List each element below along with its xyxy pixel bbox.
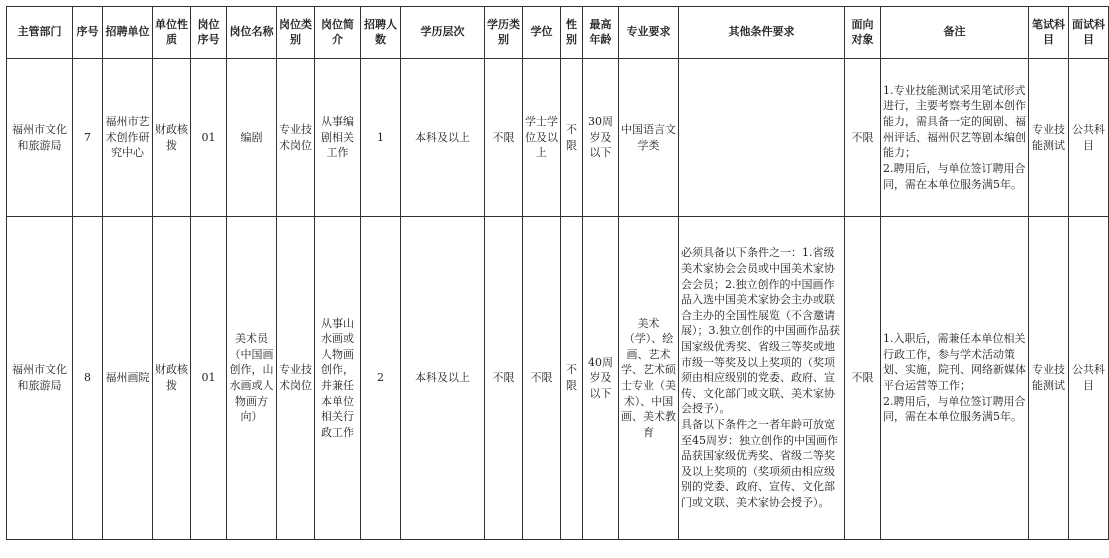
header-post-no: 岗位序号	[191, 7, 227, 59]
cell-post-type: 专业技术岗位	[277, 217, 315, 540]
header-post-type: 岗位类别	[277, 7, 315, 59]
cell-dept: 福州市文化和旅游局	[7, 59, 73, 217]
header-edu-type: 学历类别	[485, 7, 523, 59]
cell-post-no: 01	[191, 217, 227, 540]
cell-gender: 不限	[561, 59, 583, 217]
table-row	[7, 59, 1109, 217]
cell-other	[679, 59, 845, 217]
header-nature: 单位性质	[153, 7, 191, 59]
cell-edu-level: 本科及以上	[401, 59, 485, 217]
header-row	[7, 7, 1109, 59]
cell-target: 不限	[845, 217, 881, 540]
header-interview: 面试科目	[1069, 7, 1109, 59]
cell-remark: 1.专业技能测试采用笔试形式进行，主要考察考生剧本创作能力，需具备一定的闽剧、福州评话、福州伬艺等剧本编创能力； 2.聘用后，与单位签订聘用合同，需在本单位服务满5年。	[881, 59, 1029, 217]
cell-post-intro: 从事编剧相关工作	[315, 59, 361, 217]
header-unit: 招聘单位	[103, 7, 153, 59]
header-dept: 主管部门	[7, 7, 73, 59]
cell-max-age: 30周岁及以下	[583, 59, 619, 217]
cell-gender: 不限	[561, 217, 583, 540]
cell-post-intro: 从事山水画或人物画创作，并兼任本单位相关行政工作	[315, 217, 361, 540]
table-row	[7, 217, 1109, 540]
cell-post-no: 01	[191, 59, 227, 217]
header-post-intro: 岗位简介	[315, 7, 361, 59]
cell-interview: 公共科目	[1069, 217, 1109, 540]
cell-dept: 福州市文化和旅游局	[7, 217, 73, 540]
cell-target: 不限	[845, 59, 881, 217]
cell-post-name: 编剧	[227, 59, 277, 217]
cell-max-age: 40周岁及以下	[583, 217, 619, 540]
header-target: 面向对象	[845, 7, 881, 59]
cell-unit: 福州画院	[103, 217, 153, 540]
header-gender: 性别	[561, 7, 583, 59]
cell-count: 2	[361, 217, 401, 540]
cell-written: 专业技能测试	[1029, 59, 1069, 217]
header-other: 其他条件要求	[679, 7, 845, 59]
cell-interview: 公共科目	[1069, 59, 1109, 217]
recruitment-table	[6, 6, 1109, 540]
cell-edu-type: 不限	[485, 217, 523, 540]
cell-post-name: 美术员（中国画创作，山水画或人物画方向）	[227, 217, 277, 540]
cell-written: 专业技能测试	[1029, 217, 1069, 540]
cell-seq: 7	[73, 59, 103, 217]
header-remark: 备注	[881, 7, 1029, 59]
cell-remark: 1.入职后，需兼任本单位相关行政工作，参与学术活动策划、实施，院刊、网络新媒体平台运营等工作； 2.聘用后，与单位签订聘用合同，需在本单位服务满5年。	[881, 217, 1029, 540]
header-edu-level: 学历层次	[401, 7, 485, 59]
cell-seq: 8	[73, 217, 103, 540]
header-count: 招聘人数	[361, 7, 401, 59]
cell-other: 必须具备以下条件之一：1.省级美术家协会会员或中国美术家协会会员；2.独立创作的中国画作品入选中国美术家协会主办或联合主办的全国性展览（不含邀请展）；3.独立创作的中国画作品获国家级优秀奖、省级三等奖或地市级一等奖及以上奖项的（奖项须由相应级别的党委、政府、宣传、文化部门或文联、美术家协会授予）。 具备以下条件之一者年龄可放宽至45周岁：独立创作的中国画作品获国家级优秀奖、省级二等奖及以上奖项的（奖项须由相应级别的党委、政府、宣传、文化部门或文联、美术家协会授予）。	[679, 217, 845, 540]
cell-degree: 不限	[523, 217, 561, 540]
cell-unit: 福州市艺术创作研究中心	[103, 59, 153, 217]
header-seq: 序号	[73, 7, 103, 59]
cell-post-type: 专业技术岗位	[277, 59, 315, 217]
cell-edu-level: 本科及以上	[401, 217, 485, 540]
header-max-age: 最高年龄	[583, 7, 619, 59]
cell-major: 中国语言文学类	[619, 59, 679, 217]
header-written: 笔试科目	[1029, 7, 1069, 59]
header-major: 专业要求	[619, 7, 679, 59]
cell-major: 美术（学）、绘画、艺术学、艺术硕士专业（美术）、中国画、美术教育	[619, 217, 679, 540]
cell-count: 1	[361, 59, 401, 217]
cell-nature: 财政核拨	[153, 217, 191, 540]
cell-degree: 学士学位及以上	[523, 59, 561, 217]
header-post-name: 岗位名称	[227, 7, 277, 59]
header-degree: 学位	[523, 7, 561, 59]
cell-edu-type: 不限	[485, 59, 523, 217]
cell-nature: 财政核拨	[153, 59, 191, 217]
